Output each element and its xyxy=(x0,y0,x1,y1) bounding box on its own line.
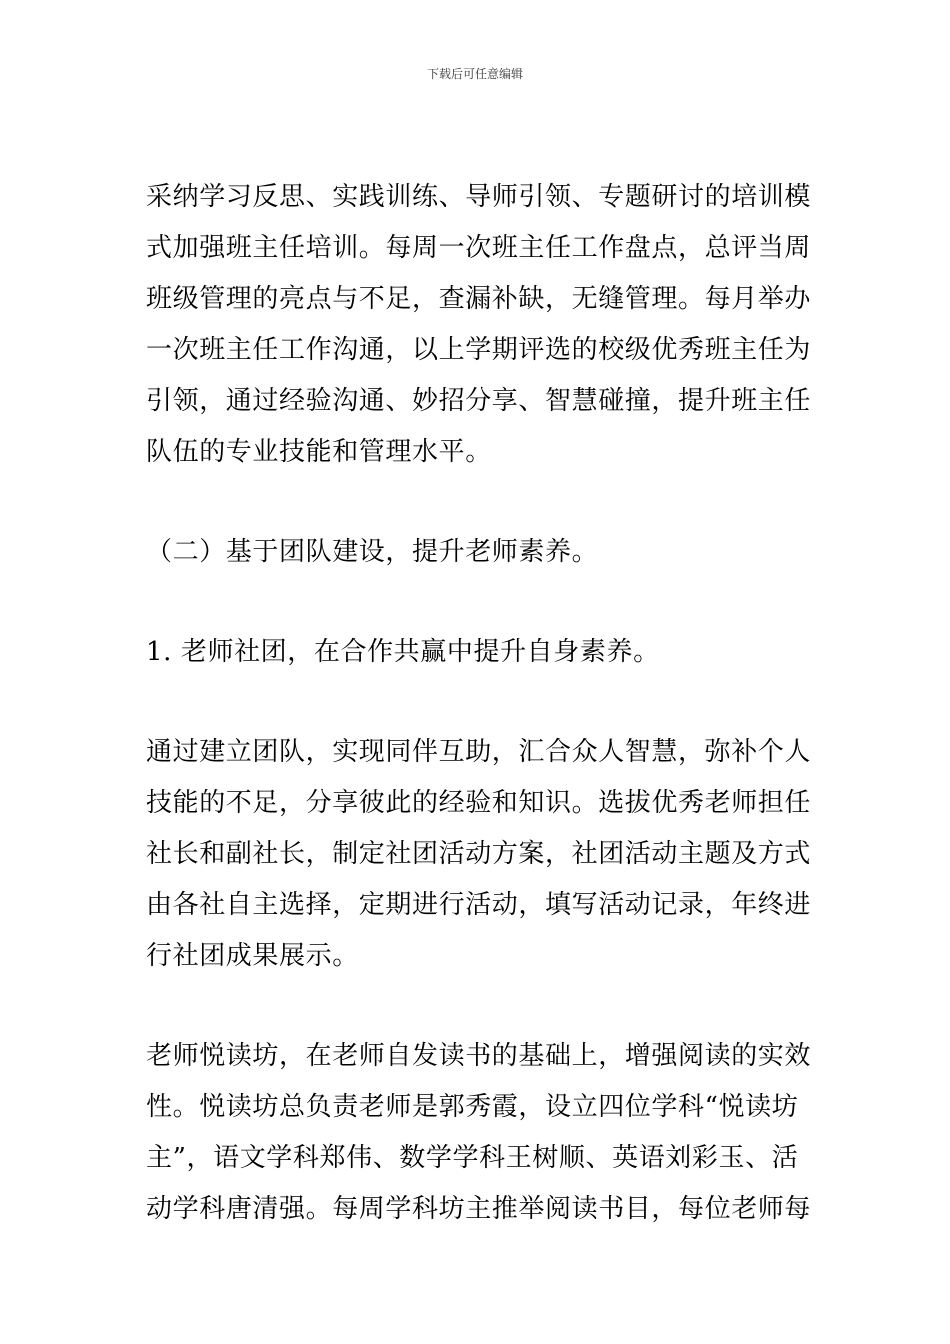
text-line: 队伍的专业技能和管理水平。 xyxy=(146,437,492,467)
text-line: 行社团成果展示。 xyxy=(146,941,359,971)
paragraph-gap xyxy=(146,578,808,627)
document-body xyxy=(146,172,812,1235)
text-line: （二）基于团队建设，提升老师素养。 xyxy=(146,537,599,567)
text-line: 老师悦读坊，在老师自发读书的基础上，增强阅读的实效 xyxy=(146,1041,812,1071)
text-line: 动学科唐清强。每周学科坊主推举阅读书目，每位老师每 xyxy=(146,1194,812,1224)
subsection-heading xyxy=(146,627,808,678)
text-line: 社长和副社长，制定社团活动方案，社团活动主题及方式 xyxy=(146,839,812,869)
text-line: 一次班主任工作沟通，以上学期评选的校级优秀班主任为 xyxy=(146,335,812,365)
paragraph-head-teacher-training xyxy=(146,172,812,478)
section-heading xyxy=(146,527,808,578)
paragraph-gap xyxy=(146,678,808,727)
text-line: 技能的不足，分享彼此的经验和知识。选拔优秀老师担任 xyxy=(146,788,812,818)
text-line: 主”，语文学科郑伟、数学学科王树顺、英语刘彩玉、活 xyxy=(146,1143,799,1173)
paragraph-gap xyxy=(146,478,808,527)
text-line: 式加强班主任培训。每周一次班主任工作盘点，总评当周 xyxy=(146,233,812,263)
text-line: 通过建立团队，实现同伴互助，汇合众人智慧，弥补个人 xyxy=(146,737,812,767)
text-line: 由各社自主选择，定期进行活动，填写活动记录，年终进 xyxy=(146,890,812,920)
page-header: 下载后可任意编辑 xyxy=(426,67,523,81)
text-line: 班级管理的亮点与不足，查漏补缺，无缝管理。每月举办 xyxy=(146,284,812,314)
paragraph-teacher-clubs xyxy=(146,727,812,982)
text-line: 性。悦读坊总负责老师是郭秀霞，设立四位学科“悦读坊 xyxy=(146,1092,799,1122)
text-line: 采纳学习反思、实践训练、导师引领、专题研讨的培训模 xyxy=(146,182,812,212)
paragraph-gap xyxy=(146,982,808,1031)
paragraph-reading-workshop xyxy=(146,1031,812,1235)
text-line: 1. 老师社团，在合作共赢中提升自身素养。 xyxy=(146,637,660,667)
text-line: 引领，通过经验沟通、妙招分享、智慧碰撞，提升班主任 xyxy=(146,386,812,416)
